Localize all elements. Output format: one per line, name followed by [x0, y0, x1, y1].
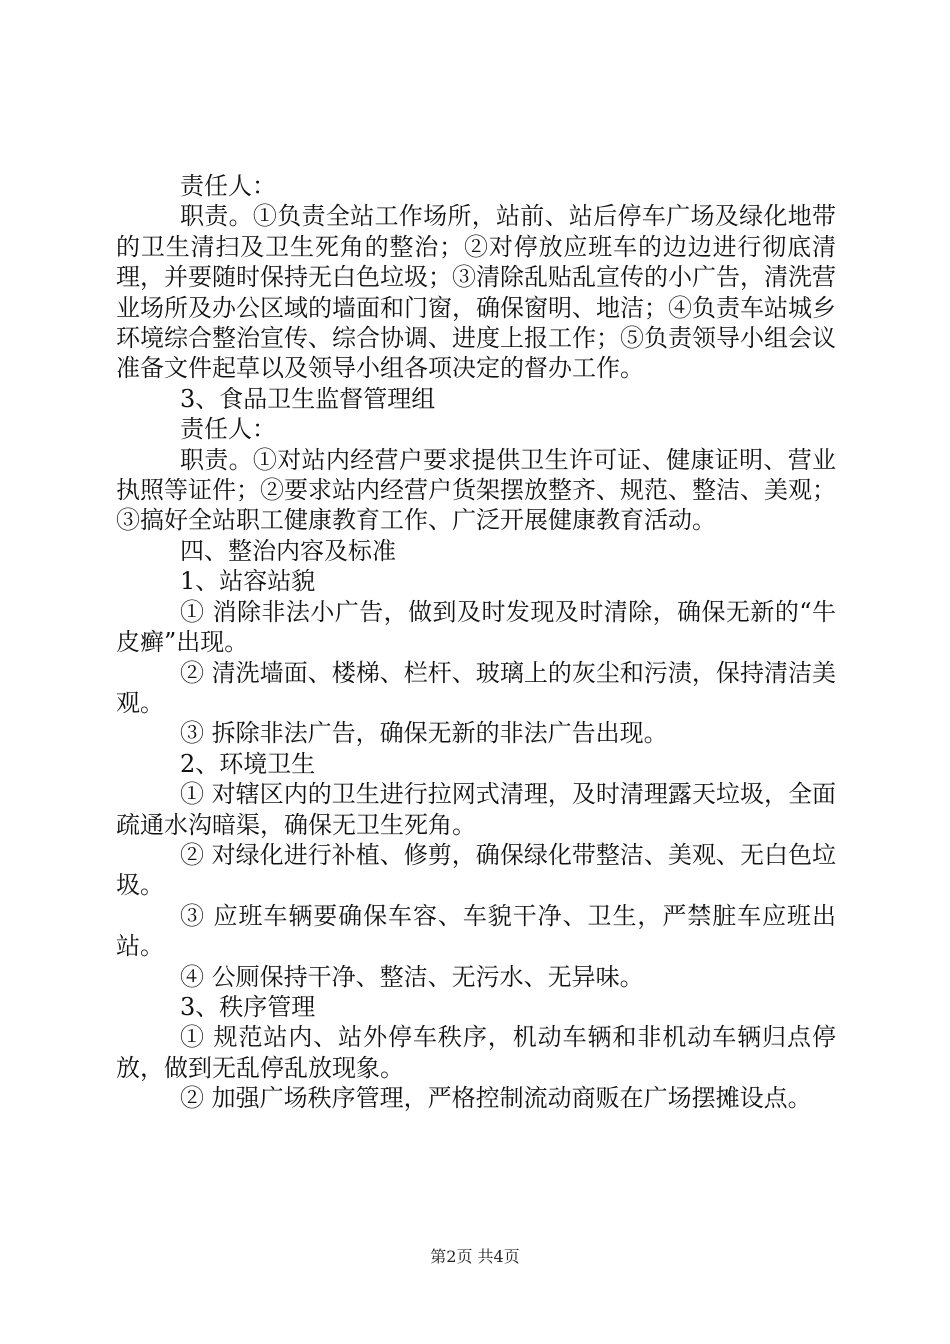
- heading-section-four: 四、整治内容及标准: [180, 536, 396, 565]
- list-item: ④ 公厕保持干净、整洁、无污水、无异味。: [180, 962, 644, 991]
- document-body: [116, 171, 836, 1114]
- list-item: ② 对绿化进行补植、修剪，确保绿化带整洁、美观、无白色垃圾。: [116, 840, 836, 900]
- heading-environment-sanitation: 2、环境卫生: [180, 749, 316, 778]
- paragraph-duties-food-hygiene: 职责。①对站内经营户要求提供卫生许可证、健康证明、营业执照等证件；②要求站内经营户货架摆放整齐、规范、整洁、美观；③搞好全站职工健康教育工作、广泛开展健康教育活动。: [116, 445, 836, 535]
- paragraph-responsible-person: 责任人：: [180, 172, 276, 200]
- heading-order-management: 3、秩序管理: [180, 992, 316, 1021]
- paragraph-duties-sanitation: 职责。①负责全站工作场所，站前、站后停车广场及绿化地带的卫生清扫及卫生死角的整治；②对停放应班车的边边进行彻底清理，并要随时保持无白色垃圾；③清除乱贴乱宣传的小广告，清洗营业场所及办公区域的墙面和门窗，确保窗明、地洁；④负责车站城乡环境综合整治宣传、综合协调、进度上报工作；⑤负责领导小组会议准备文件起草以及领导小组各项决定的督办工作。: [116, 202, 836, 383]
- list-item: ② 清洗墙面、楼梯、栏杆、玻璃上的灰尘和污渍，保持清洁美观。: [116, 658, 836, 717]
- heading-food-hygiene-group: 3、食品卫生监督管理组: [180, 384, 436, 413]
- list-item: ① 消除非法小广告，做到及时发现及时清除，确保无新的“牛皮癣”出现。: [116, 597, 836, 657]
- paragraph-responsible-person: 责任人：: [180, 415, 276, 444]
- page-number-footer: 第2页 共4页: [430, 1247, 520, 1266]
- list-item: ② 加强广场秩序管理，严格控制流动商贩在广场摆摊设点。: [180, 1084, 812, 1113]
- list-item: ① 规范站内、站外停车秩序，机动车辆和非机动车辆归点停放，做到无乱停乱放现象。: [116, 1023, 836, 1082]
- list-item: ③ 拆除非法广告，确保无新的非法广告出现。: [180, 719, 668, 748]
- heading-station-appearance: 1、站容站貌: [180, 567, 316, 596]
- list-item: ① 对辖区内的卫生进行拉网式清理，及时清理露天垃圾，全面疏通水沟暗渠，确保无卫生死角。: [116, 780, 836, 839]
- list-item: ③ 应班车辆要确保车容、车貌干净、卫生，严禁脏车应班出站。: [116, 901, 836, 961]
